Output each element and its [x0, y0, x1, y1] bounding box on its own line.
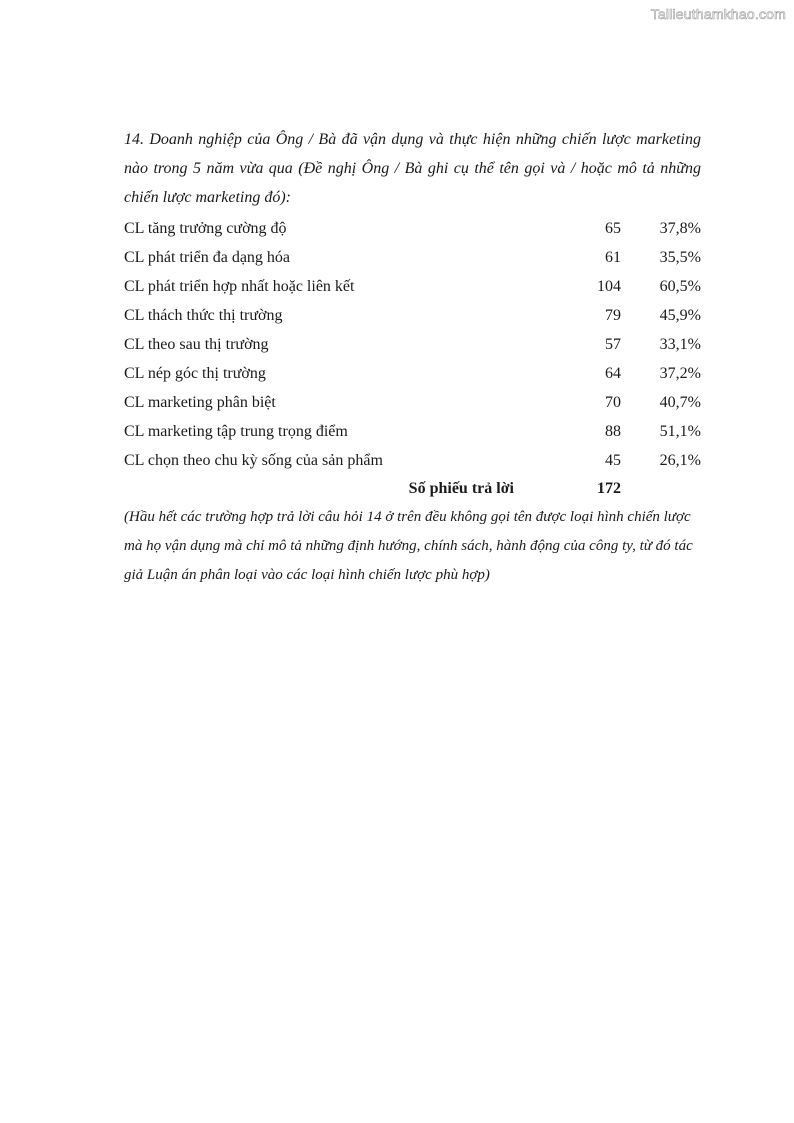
watermark-text: Tailieuthamkhao.com [650, 6, 786, 22]
table-row [124, 243, 701, 272]
strategy-label: CL chọn theo chu kỳ sống của sản phẩm [124, 452, 383, 469]
results-table [124, 214, 701, 475]
table-row [124, 446, 701, 475]
strategy-label: CL nép góc thị trường [124, 365, 266, 382]
table-row [124, 388, 701, 417]
response-percent: 40,7% [659, 394, 701, 411]
response-percent: 37,2% [659, 365, 701, 382]
response-count: 64 [605, 365, 621, 382]
table-row [124, 272, 701, 301]
table-row [124, 417, 701, 446]
response-percent: 33,1% [659, 336, 701, 353]
total-label: Số phiếu trả lời [408, 480, 514, 497]
response-percent: 51,1% [659, 423, 701, 440]
table-row [124, 359, 701, 388]
strategy-label: CL marketing tập trung trọng điểm [124, 423, 348, 440]
table-row [124, 214, 701, 243]
strategy-label: CL phát triển hợp nhất hoặc liên kết [124, 278, 355, 295]
response-percent: 26,1% [659, 452, 701, 469]
total-row [124, 474, 701, 503]
strategy-label: CL tăng trưởng cường độ [124, 220, 287, 237]
strategy-label: CL thách thức thị trường [124, 307, 283, 324]
response-count: 57 [605, 336, 621, 353]
response-count: 79 [605, 307, 621, 324]
response-count: 88 [605, 423, 621, 440]
response-count: 70 [605, 394, 621, 411]
table-row [124, 301, 701, 330]
footnote-text: (Hầu hết các trường hợp trả lời câu hỏi 14 ở trên đều không gọi tên được loại hình chiến lược mà họ vận dụng mà chỉ mô tả những định hướng, chính sách, hành động của công ty, từ đó tác giả Luận án phân loại vào các loại hình chiến lược phù hợp) [124, 509, 693, 583]
strategy-label: CL theo sau thị trường [124, 336, 269, 353]
question-text: 14. Doanh nghiệp của Ông / Bà đã vận dụng và thực hiện những chiến lược marketing nào trong 5 năm vừa qua (Đề nghị Ông / Bà ghi cụ thể tên gọi và / hoặc mô tả những chiến lược marketing đó): [124, 131, 701, 206]
strategy-label: CL marketing phân biệt [124, 394, 276, 411]
response-percent: 60,5% [659, 278, 701, 295]
response-percent: 35,5% [659, 249, 701, 266]
response-count: 65 [605, 220, 621, 237]
table-row [124, 330, 701, 359]
response-percent: 37,8% [659, 220, 701, 237]
response-count: 45 [605, 452, 621, 469]
total-value: 172 [597, 480, 621, 497]
strategy-label: CL phát triển đa dạng hóa [124, 249, 291, 266]
response-count: 61 [605, 249, 621, 266]
response-count: 104 [597, 278, 621, 295]
response-percent: 45,9% [659, 307, 701, 324]
